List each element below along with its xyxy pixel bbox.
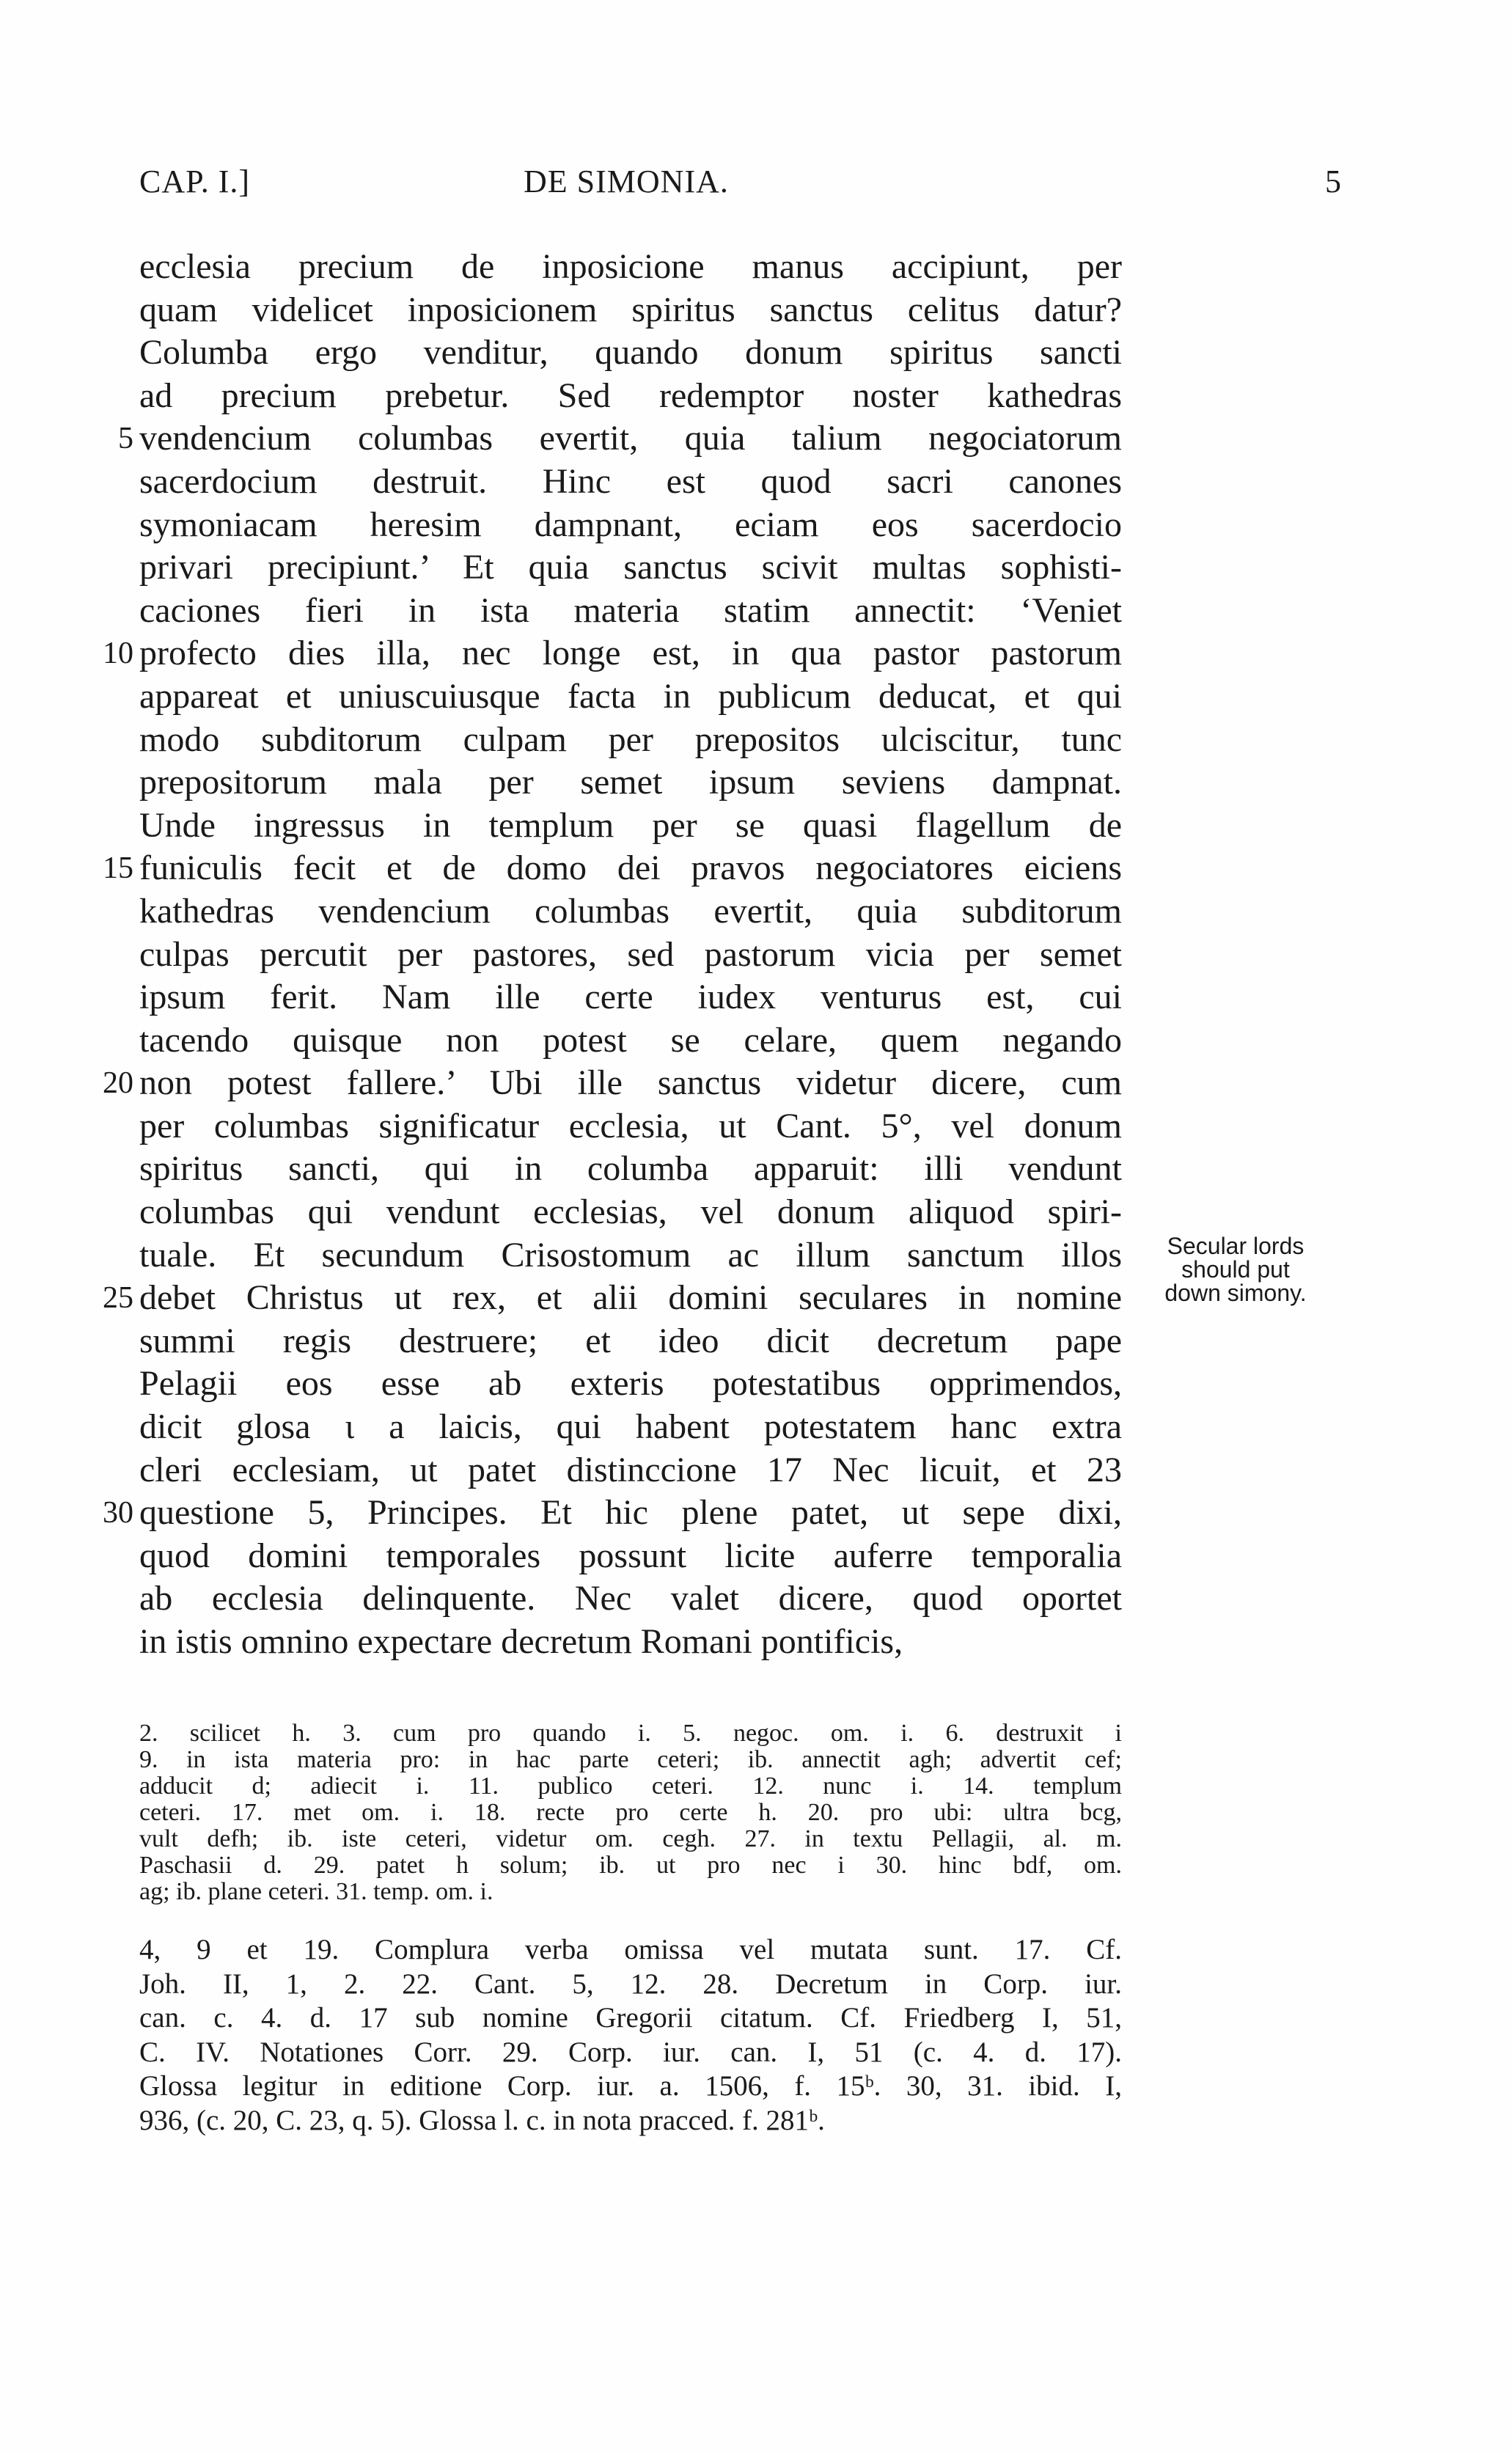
text-line bbox=[139, 1320, 1122, 1363]
text-line bbox=[139, 719, 1122, 762]
text-line bbox=[139, 1577, 1122, 1621]
text-line bbox=[139, 546, 1122, 590]
apparatus-line-text: Paschasii d. 29. patet h solum; ib. ut pro nec i 30. hinc bdf, om. bbox=[139, 1852, 1122, 1879]
apparatus-line bbox=[139, 1747, 1122, 1773]
line-text: privari precipiunt.’ Et quia sanctus scivit multas sophisti- bbox=[139, 548, 1122, 587]
running-header bbox=[139, 163, 1342, 207]
footnote-line-text: 936, (c. 20, C. 23, q. 5). Glossa l. c. in nota pracced. f. 281ᵇ. bbox=[139, 2104, 825, 2136]
line-text: per columbas significatur ecclesia, ut Cant. 5°, vel donum bbox=[139, 1106, 1122, 1145]
chapter-label: CAP. I.] bbox=[139, 164, 251, 199]
line-text: ab ecclesia delinquente. Nec valet dicere, quod oportet bbox=[139, 1579, 1122, 1618]
footnote-line bbox=[139, 2001, 1122, 2036]
text-line bbox=[139, 1234, 1122, 1277]
apparatus-line-text: adducit d; adiecit i. 11. publico ceteri. 12. nunc i. 14. templum bbox=[139, 1772, 1122, 1800]
text-line bbox=[139, 976, 1122, 1019]
apparatus-line bbox=[139, 1720, 1122, 1747]
text-line bbox=[139, 1535, 1122, 1578]
line-text: quam videlicet inposicionem spiritus sanctus celitus datur? bbox=[139, 290, 1122, 329]
apparatus-line bbox=[139, 1879, 1122, 1905]
line-number: 5 bbox=[118, 422, 133, 456]
text-line bbox=[139, 331, 1122, 375]
text-line bbox=[103, 632, 1122, 675]
line-number: 10 bbox=[103, 637, 133, 671]
footnote-line-text: Glossa legitur in editione Corp. iur. a. 1506, f. 15ᵇ. 30, 31. ibid. I, bbox=[139, 2070, 1122, 2102]
text-line bbox=[139, 1449, 1122, 1492]
line-text: prepositorum mala per semet ipsum seviens dampnat. bbox=[139, 763, 1122, 802]
text-line bbox=[139, 1363, 1122, 1406]
text-line bbox=[139, 246, 1122, 289]
apparatus-line-text: vult defh; ib. iste ceteri, videtur om. cegh. 27. in textu Pellagii, al. m. bbox=[139, 1825, 1122, 1852]
line-text: dicit glosa ι a laicis, qui habent potestatem hanc extra bbox=[139, 1407, 1122, 1447]
text-line bbox=[139, 761, 1122, 804]
text-line bbox=[139, 675, 1122, 719]
main-text bbox=[103, 246, 1122, 1664]
line-text: questione 5, Principes. Et hic plene patet, ut sepe dixi, bbox=[139, 1493, 1122, 1533]
text-line bbox=[139, 375, 1122, 418]
line-text: cleri ecclesiam, ut patet distinccione 17 Nec licuit, et 23 bbox=[139, 1450, 1122, 1489]
page-number: 5 bbox=[1325, 164, 1342, 199]
apparatus-line bbox=[139, 1800, 1122, 1826]
line-text: quod domini temporales possunt licite auferre temporalia bbox=[139, 1536, 1122, 1575]
apparatus-line-text: ceteri. 17. met om. i. 18. recte pro certe h. 20. pro ubi: ultra bcg, bbox=[139, 1799, 1122, 1826]
line-text: Unde ingressus in templum per se quasi flagellum de bbox=[139, 805, 1122, 845]
marginal-note-line: should put bbox=[1181, 1256, 1290, 1283]
apparatus-line bbox=[139, 1826, 1122, 1852]
text-line bbox=[139, 590, 1122, 633]
text-line bbox=[103, 847, 1122, 890]
text-line bbox=[103, 1492, 1122, 1535]
line-text: ecclesia precium de inposicione manus accipiunt, per bbox=[139, 247, 1122, 286]
line-text: symoniacam heresim dampnant, eciam eos sacerdocio bbox=[139, 505, 1122, 544]
text-line bbox=[139, 1148, 1122, 1191]
apparatus-line bbox=[139, 1852, 1122, 1879]
line-text: culpas percutit per pastores, sed pastorum vicia per semet bbox=[139, 934, 1122, 974]
text-line bbox=[139, 1621, 1122, 1664]
footnotes bbox=[139, 1933, 1122, 2138]
text-line bbox=[103, 1277, 1122, 1320]
marginal-note-line: down simony. bbox=[1164, 1280, 1307, 1306]
line-text: Pelagii eos esse ab exteris potestatibus opprimendos, bbox=[139, 1364, 1122, 1404]
line-text: tacendo quisque non potest se celare, quem negando bbox=[139, 1020, 1122, 1060]
text-line bbox=[118, 417, 1122, 461]
line-number: 20 bbox=[103, 1066, 133, 1101]
line-text: caciones fieri in ista materia statim annectit: ‘Veniet bbox=[139, 590, 1122, 630]
line-text: kathedras vendencium columbas evertit, quia subditorum bbox=[139, 891, 1122, 931]
text-line bbox=[139, 289, 1122, 332]
line-text: profecto dies illa, nec longe est, in qua pastor pastorum bbox=[139, 634, 1122, 673]
line-text: spiritus sancti, qui in columba apparuit: illi vendunt bbox=[139, 1149, 1122, 1189]
text-line bbox=[139, 1406, 1122, 1449]
apparatus-line-text: ag; ib. plane ceteri. 31. temp. om. i. bbox=[139, 1878, 493, 1905]
line-number: 30 bbox=[103, 1496, 133, 1530]
footnote-line bbox=[139, 1933, 1122, 1968]
line-text: appareat et uniuscuiusque facta in publicum deducat, et qui bbox=[139, 676, 1122, 716]
line-text: ad precium prebetur. Sed redemptor noster kathedras bbox=[139, 375, 1122, 415]
footnote-line-text: Joh. II, 1, 2. 22. Cant. 5, 12. 28. Decretum in Corp. iur. bbox=[139, 1968, 1122, 2000]
line-text: vendencium columbas evertit, quia talium negociatorum bbox=[139, 419, 1122, 458]
footnote-line-text: 4, 9 et 19. Complura verba omissa vel mutata sunt. 17. Cf. bbox=[139, 1934, 1122, 1965]
apparatus-line-text: 2. scilicet h. 3. cum pro quando i. 5. negoc. om. i. 6. destruxit i bbox=[139, 1720, 1122, 1747]
apparatus-line bbox=[139, 1773, 1122, 1800]
text-line bbox=[139, 1105, 1122, 1148]
marginal-note-line: Secular lords bbox=[1167, 1233, 1304, 1259]
line-text: sacerdocium destruit. Hinc est quod sacri canones bbox=[139, 461, 1122, 501]
line-text: ipsum ferit. Nam ille certe iudex venturus est, cui bbox=[139, 978, 1122, 1017]
text-line bbox=[139, 934, 1122, 977]
line-number: 15 bbox=[103, 851, 133, 886]
text-line bbox=[139, 461, 1122, 504]
text-line bbox=[139, 1191, 1122, 1234]
text-line bbox=[139, 504, 1122, 547]
line-text: in istis omnino expectare decretum Romani pontificis, bbox=[139, 1622, 903, 1661]
apparatus-line-text: 9. in ista materia pro: in hac parte ceteri; ib. annectit agh; advertit cef; bbox=[139, 1746, 1122, 1773]
text-line bbox=[103, 1062, 1122, 1105]
line-text: Columba ergo venditur, quando donum spiritus sancti bbox=[139, 333, 1122, 373]
line-text: modo subditorum culpam per prepositos ulciscitur, tunc bbox=[139, 719, 1122, 759]
line-text: funiculis fecit et de domo dei pravos negociatores eiciens bbox=[139, 848, 1122, 888]
line-text: debet Christus ut rex, et alii domini seculares in nomine bbox=[139, 1278, 1122, 1318]
line-text: summi regis destruere; et ideo dicit decretum pape bbox=[139, 1321, 1122, 1360]
footnote-line bbox=[139, 1968, 1122, 2002]
text-line bbox=[139, 1019, 1122, 1063]
footnote-line-text: can. c. 4. d. 17 sub nomine Gregorii citatum. Cf. Friedberg I, 51, bbox=[139, 2002, 1122, 2034]
footnote-line bbox=[139, 2069, 1122, 2104]
marginal-note bbox=[1140, 1234, 1331, 1305]
text-line bbox=[139, 890, 1122, 934]
critical-apparatus bbox=[139, 1720, 1122, 1905]
footnote-line bbox=[139, 2104, 1122, 2138]
footnote-line-text: C. IV. Notationes Corr. 29. Corp. iur. can. I, 51 (c. 4. d. 17). bbox=[139, 2036, 1122, 2068]
footnote-line bbox=[139, 2036, 1122, 2070]
line-number: 25 bbox=[103, 1281, 133, 1316]
line-text: tuale. Et secundum Crisostomum ac illum sanctum illos bbox=[139, 1235, 1122, 1275]
text-line bbox=[139, 804, 1122, 848]
line-text: non potest fallere.’ Ubi ille sanctus videtur dicere, cum bbox=[139, 1063, 1122, 1103]
running-title: DE SIMONIA. bbox=[524, 164, 729, 199]
line-text: columbas qui vendunt ecclesias, vel donum aliquod spiri- bbox=[139, 1192, 1122, 1232]
